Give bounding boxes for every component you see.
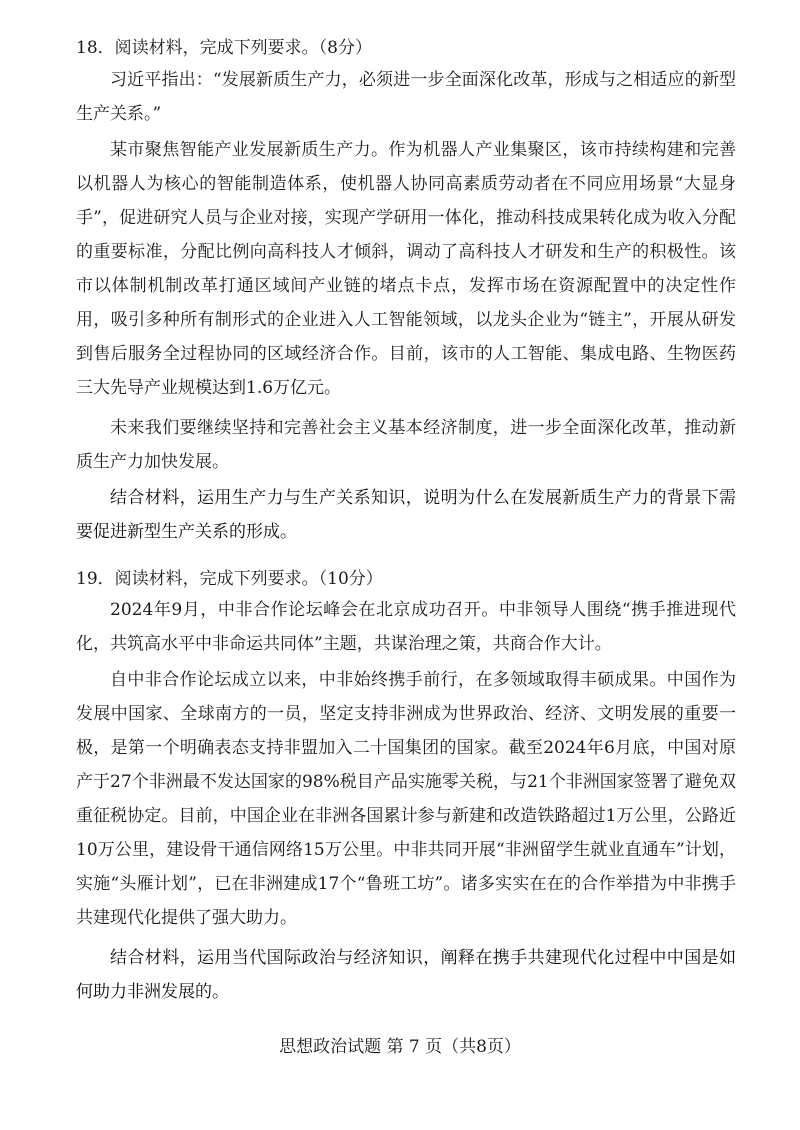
q18-quote-paragraph: 习近平指出：“发展新质生产力，必须进一步全面深化改革，形成与之相适应的新型生产关系。” — [76, 70, 736, 124]
q18-material-paragraph: 某市聚焦智能产业发展新质生产力。作为机器人产业集聚区，该市持续构建和完善以机器人为核心的智能制造体系，使机器人协同高素质劳动者在不同应用场景“大显身手”，促进研究人员与企业对接，实现产学研用一体化，推动科技成果转化成为收入分配的重要标准，分配比例向高科技人才倾斜，调动了高科技人才研发和生产的积极性。该市以体制机制改革打通区域间产业链的堵点卡点，发挥市场在资源配置中的决定性作用，吸引多种所有制形式的企业进入人工智能领域，以龙头企业为“链主”，开展从研发到售后服务全过程协同的区域经济合作。目前，该市的人工智能、集成电路、生物医药三大先导产业规模达到1.6万亿元。 — [76, 140, 736, 398]
q19-question-prompt: 结合材料，运用当代国际政治与经济知识，阐释在携手共建现代化过程中中国是如何助力非洲发展的。 — [76, 948, 736, 1002]
question-18-title: 18．阅读材料，完成下列要求。（8分） — [76, 38, 372, 58]
question-19-title: 19．阅读材料，完成下列要求。（10分） — [76, 569, 383, 589]
q19-material-paragraph: 自中非合作论坛成立以来，中非始终携手前行，在多领域取得丰硕成果。中国作为发展中国家、全球南方的一员，坚定支持非洲成为世界政治、经济、文明发展的重要一极，是第一个明确表态支持非盟加入二十国集团的国家。截至2024年6月底，中国对原产于27个非洲最不发达国家的98%税目产品实施零关税，与21个非洲国家签署了避免双重征税协定。目前，中国企业在非洲各国累计参与新建和改造铁路超过1万公里，公路近10万公里，建设骨干通信网络15万公里。中非共同开展“非洲留学生就业直通车”计划，实施“头雁计划”，已在非洲建成17个“鲁班工坊”。诸多实实在在的合作举措为中非携手共建现代化提供了强大助力。 — [76, 670, 736, 928]
page-footer: 思想政治试题 第 7 页（共8页） — [279, 1037, 521, 1057]
q18-question-prompt: 结合材料，运用生产力与生产关系知识，说明为什么在发展新质生产力的背景下需要促进新型生产关系的形成。 — [76, 488, 736, 542]
q19-summit-paragraph: 2024年9月，中非合作论坛峰会在北京成功召开。中非领导人围绕“携手推进现代化，共筑高水平中非命运共同体”主题，共谋治理之策，共商合作大计。 — [76, 600, 736, 654]
q18-future-paragraph: 未来我们要继续坚持和完善社会主义基本经济制度，进一步全面深化改革，推动新质生产力加快发展。 — [76, 418, 736, 472]
